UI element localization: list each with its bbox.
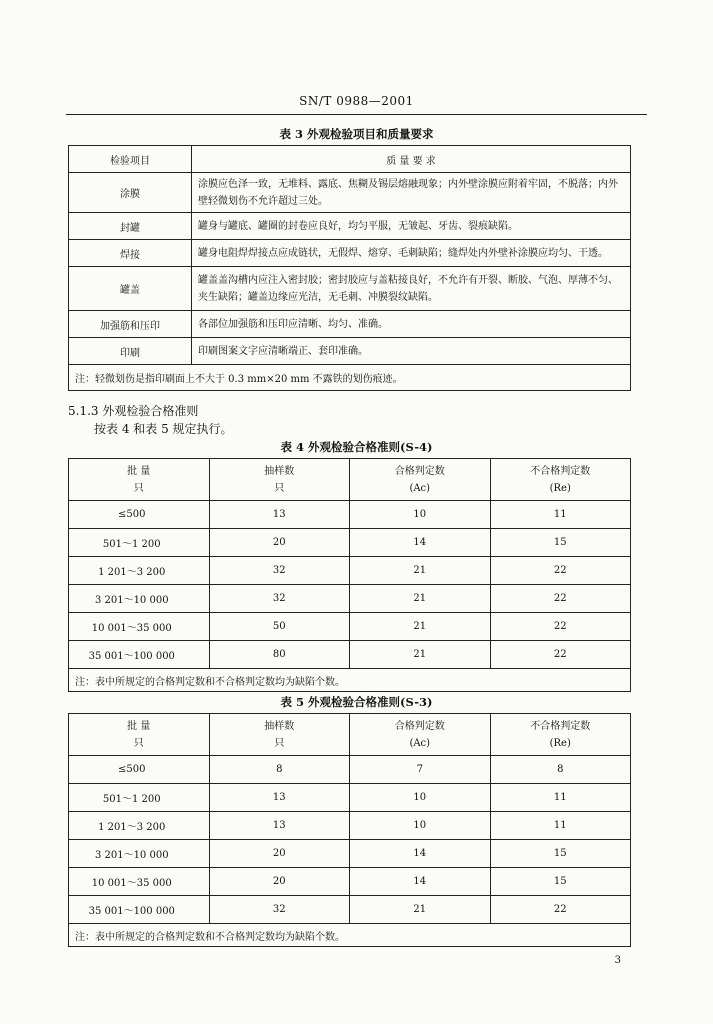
table5-header-line: 不合格判定数	[530, 720, 591, 732]
table4-header-line: (Re)	[549, 482, 571, 494]
page-number: 3	[614, 955, 621, 966]
table5-caption: 表 5 外观检验合格准则(S-3)	[280, 695, 433, 709]
table5-header-reject	[490, 714, 631, 756]
table-row	[69, 585, 631, 613]
table4-note-row	[69, 669, 631, 692]
table4-header-row	[69, 459, 631, 501]
table-row	[69, 641, 631, 669]
table-row	[69, 338, 631, 365]
table3-requirement: 涂膜应色泽一致，无堆料、露底、焦糊及锡层熔融现象；内外壁涂膜应附着牢固，不脱落；内外壁轻微划伤不允许超过三处。	[192, 173, 631, 213]
table5-header-line: 抽样数	[264, 720, 295, 732]
table4-cell: 3 201～10 000	[69, 585, 210, 613]
table3-note: 注：轻微划伤是指印刷面上不大于 0.3 mm×20 mm 不露铁的划伤痕迹。	[69, 365, 631, 391]
table4-cell: 22	[490, 585, 631, 613]
table5-cell: 3 201～10 000	[69, 840, 210, 868]
table5-cell: 13	[209, 784, 350, 812]
table4-cell: 80	[209, 641, 350, 669]
table4-cell: 35 001～100 000	[69, 641, 210, 669]
table4-cell: 21	[350, 613, 491, 641]
table4-caption: 表 4 外观检验合格准则(S-4)	[280, 440, 433, 454]
table4-cell: 32	[209, 585, 350, 613]
table-row	[69, 267, 631, 311]
table4-cell: 20	[209, 529, 350, 557]
table5-header-line: 批 量	[127, 720, 151, 732]
table4-cell: 1 201～3 200	[69, 557, 210, 585]
table5	[68, 713, 631, 947]
table3-header-row	[69, 146, 631, 173]
table4-note: 注：表中所规定的合格判定数和不合格判定数均为缺陷个数。	[69, 669, 631, 692]
table5-note: 注：表中所规定的合格判定数和不合格判定数均为缺陷个数。	[69, 924, 631, 947]
table5-cell: 10	[350, 812, 491, 840]
table5-cell: 8	[490, 756, 631, 784]
table3-caption: 表 3 外观检验项目和质量要求	[279, 127, 434, 141]
table3	[68, 145, 631, 391]
table3-requirement: 罐身与罐底、罐圈的封卷应良好，均匀平服，无皱起、牙齿、裂痕缺陷。	[192, 213, 631, 240]
table5-cell: 1 201～3 200	[69, 812, 210, 840]
table-row	[69, 756, 631, 784]
table4-cell: 10	[350, 501, 491, 529]
table3-requirement: 印刷图案文字应清晰端正、套印准确。	[192, 338, 631, 365]
table-row	[69, 529, 631, 557]
table5-cell: 32	[209, 896, 350, 924]
table5-cell: 15	[490, 868, 631, 896]
table4-header-line: 抽样数	[264, 465, 295, 477]
table4-cell: 501～1 200	[69, 529, 210, 557]
table5-cell: 7	[350, 756, 491, 784]
table4-cell: ≤500	[69, 501, 210, 529]
table5-header-batch	[69, 714, 210, 756]
table4-cell: 22	[490, 641, 631, 669]
table5-cell: 8	[209, 756, 350, 784]
table-row	[69, 501, 631, 529]
table-row	[69, 784, 631, 812]
table-row	[69, 812, 631, 840]
table4-cell: 11	[490, 501, 631, 529]
table4-cell: 13	[209, 501, 350, 529]
table4-cell: 10 001～35 000	[69, 613, 210, 641]
table5-cell: 35 001～100 000	[69, 896, 210, 924]
table3-requirement: 各部位加强筋和压印应清晰、均匀、准确。	[192, 311, 631, 338]
table4-cell: 50	[209, 613, 350, 641]
table5-cell: 501～1 200	[69, 784, 210, 812]
table4-header-line: 合格判定数	[394, 465, 445, 477]
table3-item: 焊接	[69, 240, 192, 267]
table4-header-accept	[350, 459, 491, 501]
table3-note-row	[69, 365, 631, 391]
table4-header-reject	[490, 459, 631, 501]
table5-cell: 15	[490, 840, 631, 868]
table5-header-line: 合格判定数	[394, 720, 445, 732]
table-row	[69, 173, 631, 213]
table5-cell: 14	[350, 840, 491, 868]
table5-header-row	[69, 714, 631, 756]
table5-note-row	[69, 924, 631, 947]
table5-cell: ≤500	[69, 756, 210, 784]
table5-header-line: 只	[133, 737, 144, 749]
table4-header-line: (Ac)	[409, 482, 431, 494]
table3-header-requirement: 质 量 要 求	[192, 146, 631, 173]
table5-cell: 20	[209, 840, 350, 868]
section-title: 5.1.3 外观检验合格准则	[68, 404, 199, 418]
table4	[68, 458, 631, 692]
standard-number: SN/T 0988—2001	[299, 94, 414, 108]
table5-cell: 10	[350, 784, 491, 812]
table5-header-line: (Re)	[549, 737, 571, 749]
table-row	[69, 557, 631, 585]
table3-requirement: 罐身电阻焊焊接点应成链状，无假焊、熔穿、毛刺缺陷；缝焊处内外壁补涂膜应均匀、干透。	[192, 240, 631, 267]
table4-header-sample	[209, 459, 350, 501]
table5-cell: 10 001～35 000	[69, 868, 210, 896]
table-row	[69, 868, 631, 896]
table4-header-line: 只	[274, 482, 285, 494]
table3-item: 印刷	[69, 338, 192, 365]
table3-item: 封罐	[69, 213, 192, 240]
table-row	[69, 213, 631, 240]
table5-header-line: (Ac)	[409, 737, 431, 749]
table4-cell: 22	[490, 613, 631, 641]
table3-requirement: 罐盖盖沟槽内应注入密封胶；密封胶应与盖粘接良好，不允许有开裂、断胶、气泡、厚薄不匀、夹生缺陷；罐盖边缘应光洁，无毛刺、冲膜裂纹缺陷。	[192, 267, 631, 311]
table5-cell: 22	[490, 896, 631, 924]
table4-cell: 14	[350, 529, 491, 557]
table4-header-line: 批 量	[127, 465, 151, 477]
table3-header-item: 检验项目	[69, 146, 192, 173]
table5-cell: 11	[490, 784, 631, 812]
table4-cell: 21	[350, 585, 491, 613]
table-row	[69, 896, 631, 924]
table3-item: 加强筋和压印	[69, 311, 192, 338]
table3-item: 涂膜	[69, 173, 192, 213]
table-row	[69, 240, 631, 267]
table5-header-accept	[350, 714, 491, 756]
table5-cell: 21	[350, 896, 491, 924]
table5-cell: 14	[350, 868, 491, 896]
table4-cell: 22	[490, 557, 631, 585]
section-body: 按表 4 和表 5 规定执行。	[94, 422, 233, 436]
table-row	[69, 840, 631, 868]
table5-cell: 20	[209, 868, 350, 896]
table4-header-batch	[69, 459, 210, 501]
table5-header-line: 只	[274, 737, 285, 749]
table3-item: 罐盖	[69, 267, 192, 311]
table5-header-sample	[209, 714, 350, 756]
table4-cell: 32	[209, 557, 350, 585]
table4-cell: 21	[350, 641, 491, 669]
table5-cell: 13	[209, 812, 350, 840]
header-rule	[66, 114, 647, 115]
table-row	[69, 613, 631, 641]
table5-cell: 11	[490, 812, 631, 840]
table4-header-line: 只	[133, 482, 144, 494]
table-row	[69, 311, 631, 338]
table4-cell: 15	[490, 529, 631, 557]
table4-header-line: 不合格判定数	[530, 465, 591, 477]
table4-cell: 21	[350, 557, 491, 585]
